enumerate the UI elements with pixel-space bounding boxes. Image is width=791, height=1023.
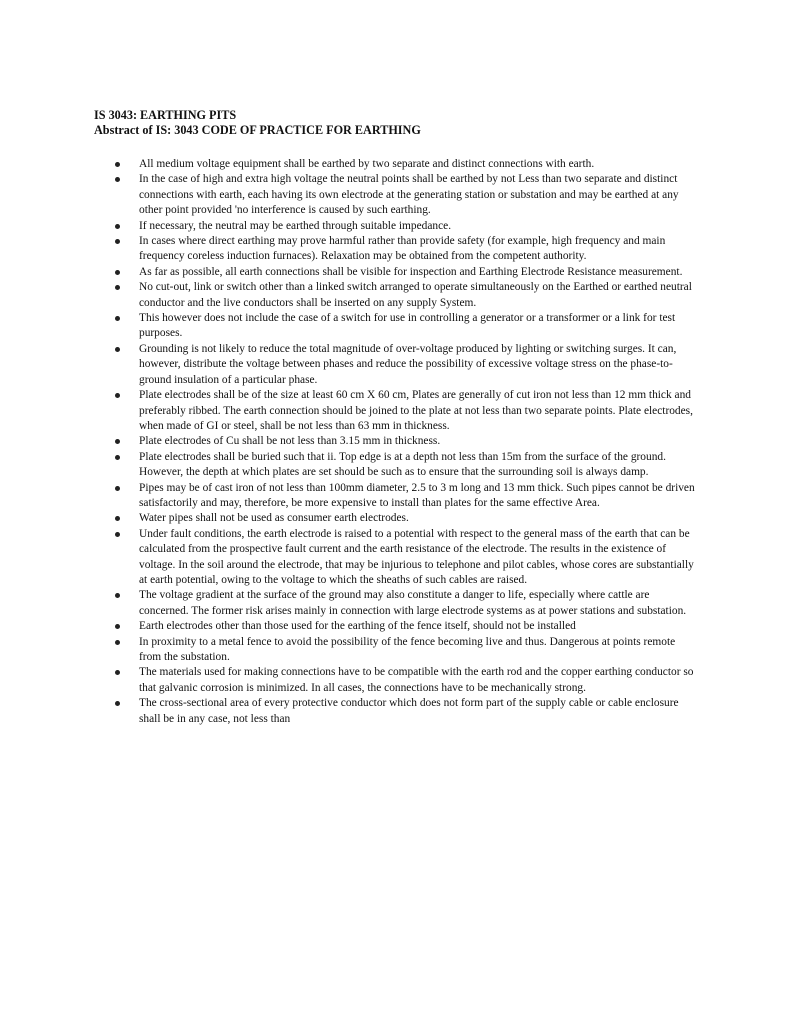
bullet-text: Earth electrodes other than those used for the earthing of the fence itself, should not be installed: [139, 620, 576, 633]
bullet-text: Under fault conditions, the earth electrode is raised to a potential with respect to the general mass of the earth that can be calculated from the prospective fault current and the earth resistance of the electrode. The results in the existence of voltage. In the soil around the electrode, that may be injurious to telephone and pilot cables, whose cores are substantially at earth potential, owing to the voltage to which the sheaths of such cables are raised.: [139, 527, 694, 586]
bullet-text: In proximity to a metal fence to avoid the possibility of the fence becoming live and thus. Dangerous at points remote from the substation.: [139, 635, 676, 663]
document-subtitle: Abstract of IS: 3043 CODE OF PRACTICE FOR EARTHING: [94, 122, 421, 137]
document-header: [94, 108, 714, 137]
bullet-text: The materials used for making connections have to be compatible with the earth rod and the copper earthing conductor so that galvanic corrosion is minimized. In all cases, the connections have to be mechanically strong.: [139, 666, 694, 694]
list-item: [115, 342, 695, 388]
bullet-icon: [115, 593, 120, 598]
list-item: [115, 665, 695, 696]
bullet-icon: [115, 516, 120, 521]
bullet-text: As far as possible, all earth connections shall be visible for inspection and Earthing Electrode Resistance measurement.: [139, 265, 683, 278]
list-item: [115, 219, 695, 234]
list-item: [115, 481, 695, 512]
list-item: [115, 388, 695, 434]
list-item: [115, 172, 695, 218]
bullet-icon: [115, 701, 120, 706]
bullet-icon: [115, 239, 120, 244]
bullet-icon: [115, 347, 120, 352]
bullet-icon: [115, 455, 120, 460]
list-item: [115, 434, 695, 449]
document-title: IS 3043: EARTHING PITS: [94, 108, 237, 122]
bullet-icon: [115, 670, 120, 675]
bullet-text: The cross-sectional area of every protective conductor which does not form part of the supply cable or cable enclosure shall be in any case, not less than: [139, 697, 679, 725]
bullet-text: Plate electrodes shall be buried such that ii. Top edge is at a depth not less than 15m from the surface of the ground. However, the depth at which plates are set should be such as to ensure that the surrounding soil is always damp.: [139, 450, 666, 479]
list-item: [115, 234, 695, 265]
list-item: [115, 635, 695, 666]
bullet-text: If necessary, the neutral may be earthed through suitable impedance.: [139, 219, 452, 232]
bullet-text: Plate electrodes shall be of the size at least 60 cm X 60 cm, Plates are generally of cut iron not less than 12 mm thick and preferably ribbed. The earth connection should be joined to the plate at not less than two separate points. Plate electrodes, when made of GI or steel, shall be not less than 63 mm in thickness.: [139, 389, 693, 432]
list-item: [115, 511, 695, 526]
bullet-text: The voltage gradient at the surface of the ground may also constitute a danger to life, especially where cattle are concerned. The former risk arises mainly in connection with large electrode systems as at power stations and substation.: [139, 589, 687, 617]
list-item: [115, 311, 695, 342]
bullet-text: Grounding is not likely to reduce the total magnitude of over-voltage produced by lighting or switching surges. It can, however, distribute the voltage between phases and reduce the possibility of excessive voltage stress on the phase-to-ground insulation of a particular phase.: [139, 342, 677, 386]
bullet-icon: [115, 393, 120, 398]
bullet-icon: [115, 270, 120, 275]
list-item: [115, 280, 695, 311]
bullet-text: Water pipes shall not be used as consumer earth electrodes.: [139, 512, 409, 525]
bullet-list: [115, 157, 695, 727]
list-item: [115, 619, 695, 634]
bullet-icon: [115, 316, 120, 321]
bullet-text: This however does not include the case of a switch for use in controlling a generator or a transformer or a link for test purposes.: [139, 312, 676, 340]
bullet-text: In the case of high and extra high voltage the neutral points shall be earthed by not Less than two separate and distinct connections with earth, each having its own electrode at the generating station or substation and may be earthed at any other point provided 'no interference is caused by such earthing.: [139, 173, 679, 217]
list-item: [115, 450, 695, 481]
bullet-icon: [115, 532, 120, 537]
bullet-icon: [115, 624, 120, 629]
bullet-icon: [115, 162, 120, 167]
bullet-icon: [115, 177, 120, 182]
list-item: [115, 696, 695, 727]
bullet-text: All medium voltage equipment shall be earthed by two separate and distinct connections with earth.: [139, 158, 595, 170]
list-item: [115, 157, 695, 172]
bullet-text: Pipes may be of cast iron of not less than 100mm diameter, 2.5 to 3 m long and 13 mm thick. Such pipes cannot be driven satisfactorily and may, therefore, be more expensive to install than plates for the same effective Area.: [139, 481, 695, 509]
bullet-icon: [115, 439, 120, 444]
bullet-icon: [115, 640, 120, 645]
list-item: [115, 527, 695, 589]
bullet-text: Plate electrodes of Cu shall be not less than 3.15 mm in thickness.: [139, 435, 441, 448]
bullet-icon: [115, 486, 120, 491]
bullet-icon: [115, 285, 120, 290]
bullet-text: In cases where direct earthing may prove harmful rather than provide safety (for example, high frequency and main frequency coreless induction furnaces). Relaxation may be obtained from the competent authority.: [139, 235, 666, 263]
list-item: [115, 588, 695, 619]
bullet-icon: [115, 224, 120, 229]
list-item: [115, 265, 695, 280]
bullet-text: No cut-out, link or switch other than a linked switch arranged to operate simultaneously on the Earthed or earthed neutral conductor and the live conductors shall be inserted on any supply System.: [139, 281, 692, 309]
